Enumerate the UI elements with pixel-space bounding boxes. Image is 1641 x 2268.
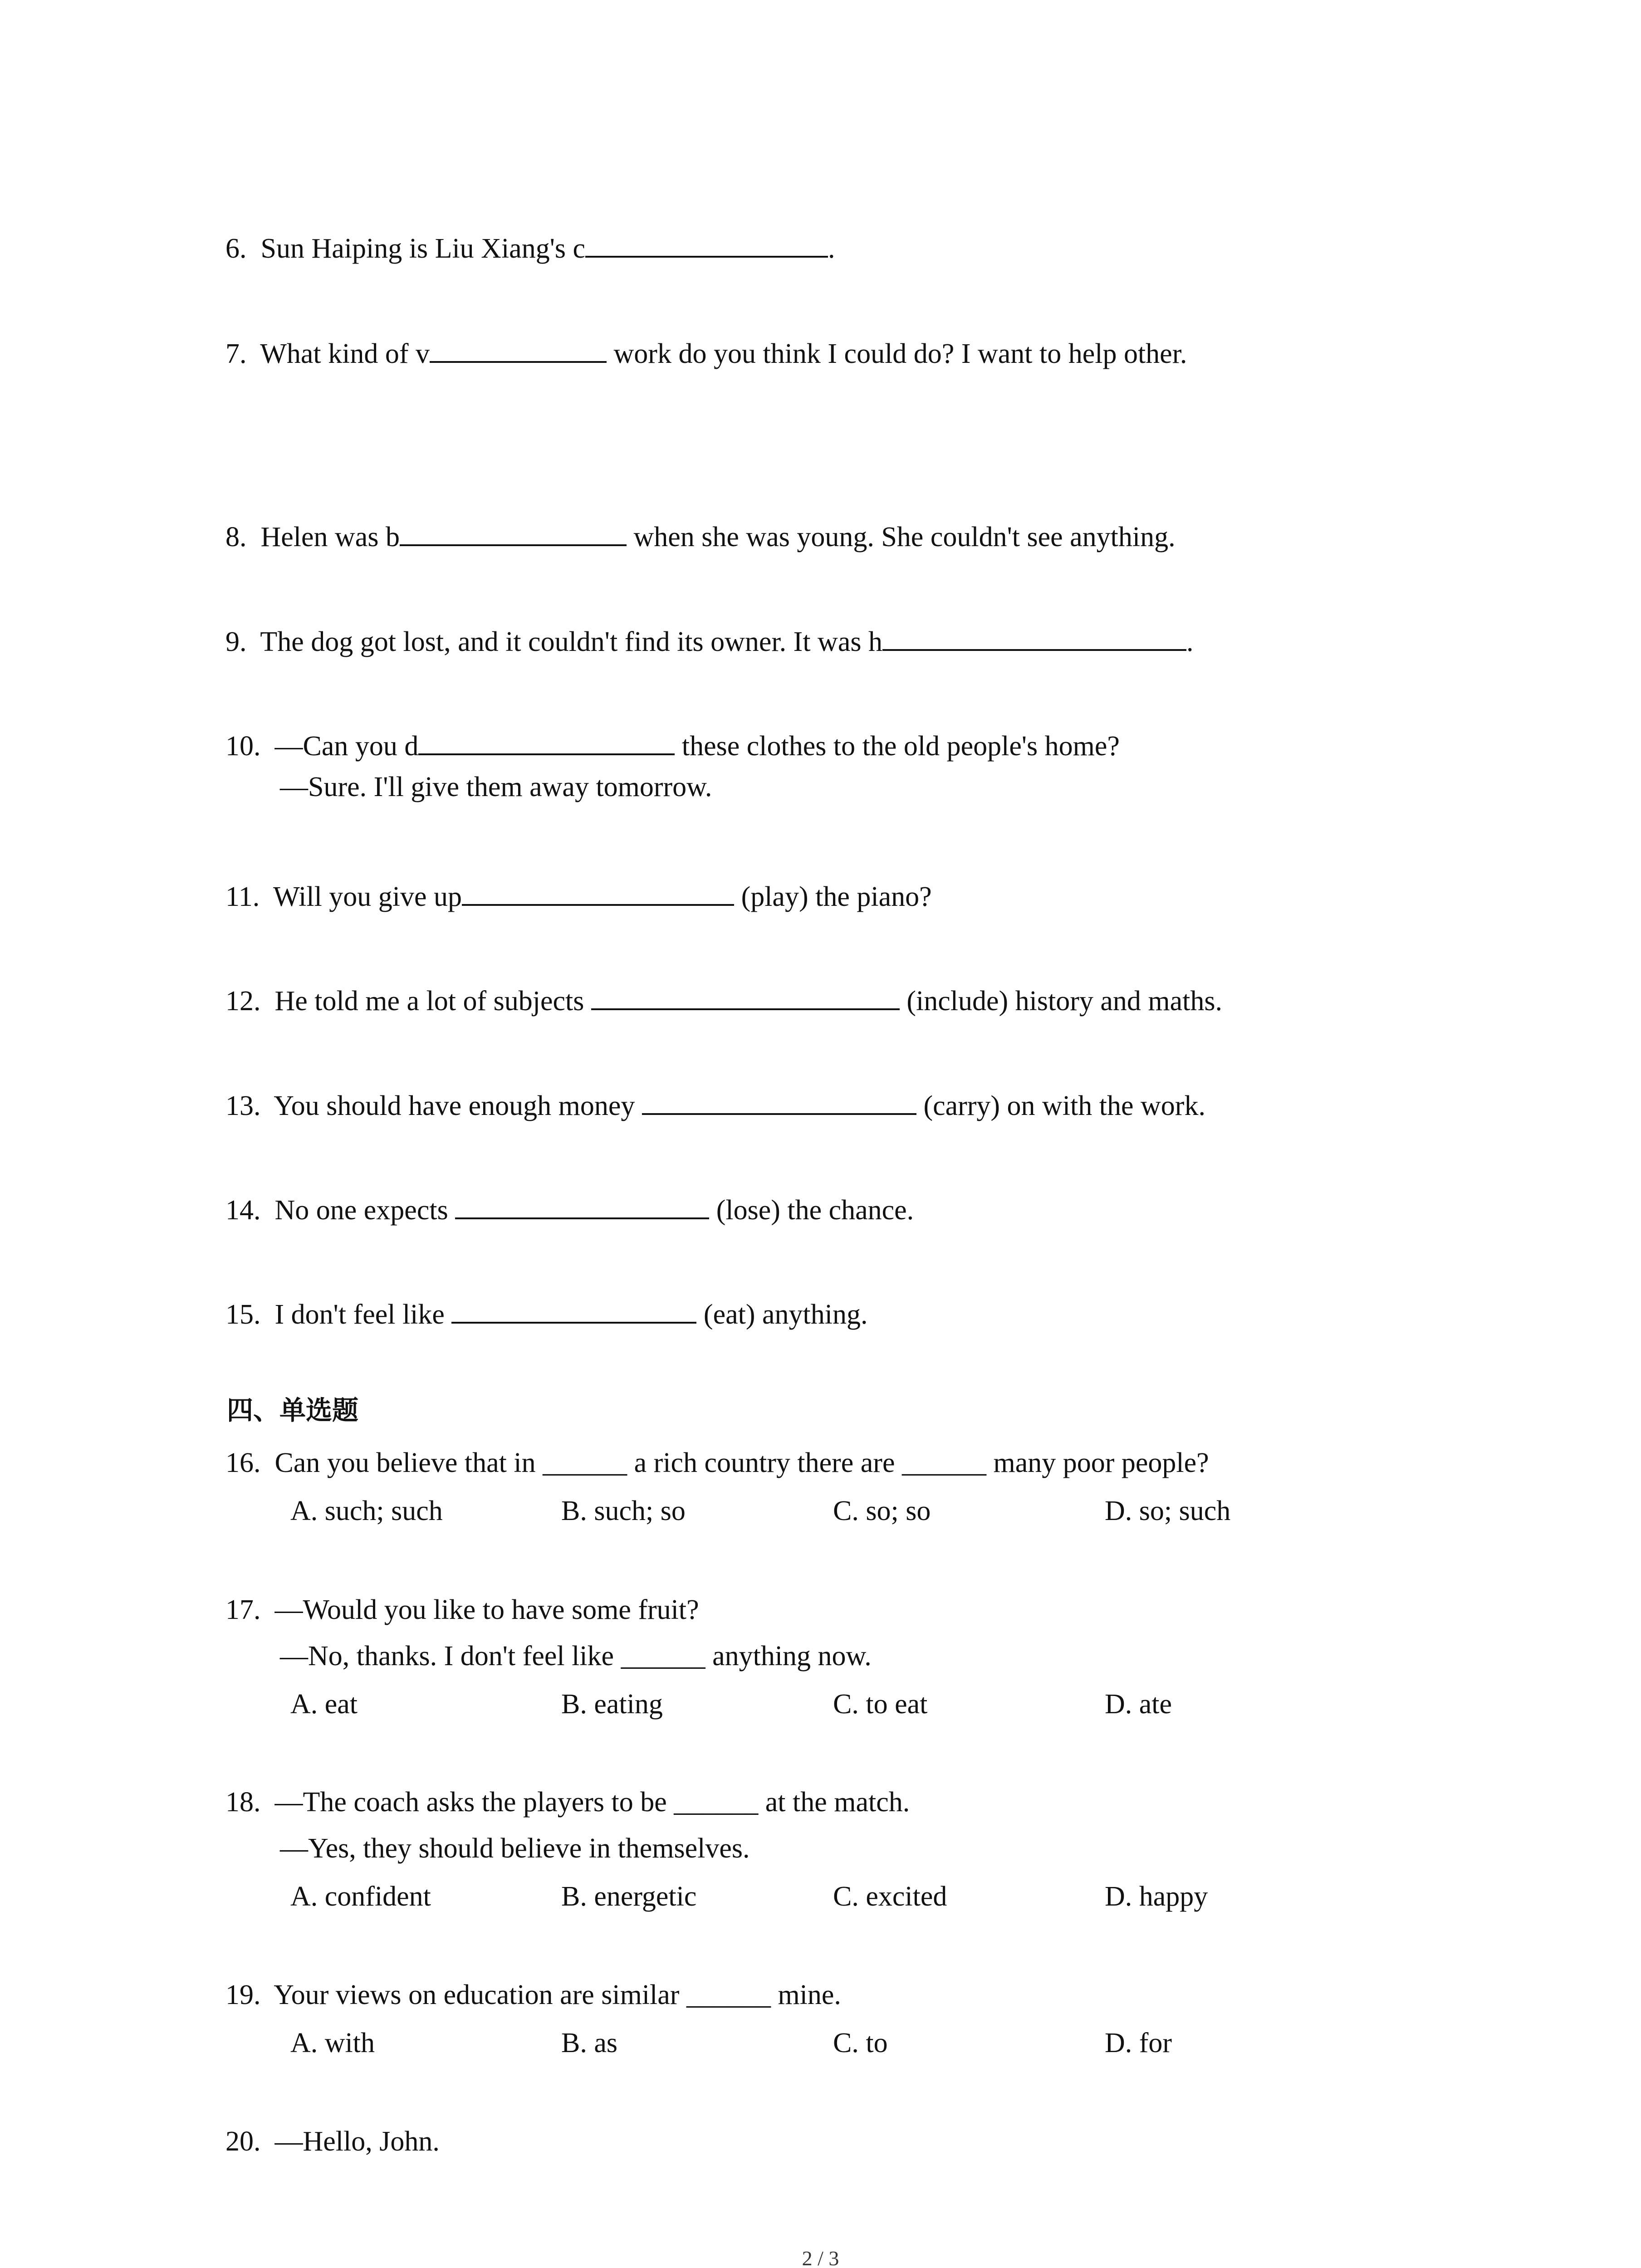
page-number: 2 / 3 <box>802 2247 839 2268</box>
question-17-line2: —No, thanks. I don't feel like ______ anything now. <box>280 1641 872 1672</box>
answer-blank[interactable] <box>882 622 1186 651</box>
option-a[interactable]: A. such; such <box>290 1496 443 1526</box>
question-number: 14. <box>225 1194 261 1226</box>
answer-blank[interactable] <box>642 1086 916 1115</box>
question-text: I don't feel like <box>274 1299 452 1330</box>
question-text: Can you believe that in ______ a rich country there are ______ many poor people? <box>274 1447 1209 1478</box>
question-text: No one expects <box>274 1194 456 1226</box>
question-number: 11. <box>225 881 260 912</box>
question-10 <box>225 727 1120 760</box>
option-d[interactable]: D. for <box>1105 2028 1172 2058</box>
question-text: He told me a lot of subjects <box>274 985 591 1017</box>
answer-blank[interactable] <box>585 229 828 258</box>
question-text: Your views on education are similar ______ mine. <box>274 1980 841 2010</box>
option-a[interactable]: A. confident <box>290 1881 431 1912</box>
question-number: 12. <box>225 985 261 1017</box>
question-number: 13. <box>225 1090 261 1121</box>
question-15 <box>225 1295 867 1329</box>
question-text: Sun Haiping is Liu Xiang's c <box>260 233 586 264</box>
question-8 <box>225 518 1176 551</box>
question-text: —Can you d <box>274 730 419 762</box>
question-number: 6. <box>225 233 247 264</box>
answer-blank[interactable] <box>418 727 675 755</box>
answer-blank[interactable] <box>455 1191 709 1219</box>
question-text-end: . <box>828 233 835 264</box>
option-c[interactable]: C. excited <box>833 1881 947 1912</box>
question-text-end: (eat) anything. <box>696 1299 868 1330</box>
answer-blank[interactable] <box>591 982 900 1010</box>
option-a[interactable]: A. with <box>290 2028 375 2058</box>
option-b[interactable]: B. eating <box>561 1689 663 1720</box>
question-14 <box>225 1191 914 1224</box>
question-text: You should have enough money <box>274 1090 642 1121</box>
question-7 <box>225 334 1187 368</box>
question-number: 7. <box>225 338 247 369</box>
question-number: 18. <box>225 1787 261 1818</box>
question-text: The dog got lost, and it couldn't find its owner. It was h <box>260 626 882 657</box>
section-heading: 四、单选题 <box>227 1395 359 1426</box>
question-text-end: when she was young. She couldn't see anything. <box>626 521 1176 552</box>
question-text-end: (carry) on with the work. <box>916 1090 1205 1121</box>
question-number: 20. <box>225 2126 261 2157</box>
question-text-end: (include) history and maths. <box>899 985 1222 1017</box>
question-20 <box>225 2127 440 2156</box>
question-number: 10. <box>225 730 261 762</box>
question-13 <box>225 1086 1205 1120</box>
answer-blank[interactable] <box>430 334 607 363</box>
option-b[interactable]: B. such; so <box>561 1496 686 1526</box>
question-text: Helen was b <box>260 521 400 552</box>
question-text-end: these clothes to the old people's home? <box>675 730 1120 762</box>
answer-blank[interactable] <box>400 518 627 546</box>
question-text-end: . <box>1186 626 1194 657</box>
question-text: —The coach asks the players to be ______ at the match. <box>274 1787 910 1818</box>
question-9 <box>225 622 1193 656</box>
question-18-line2: —Yes, they should believe in themselves. <box>280 1833 750 1864</box>
question-text: —Would you like to have some fruit? <box>274 1594 699 1625</box>
question-6 <box>225 229 835 263</box>
question-number: 19. <box>225 1980 261 2010</box>
option-c[interactable]: C. to <box>833 2028 888 2058</box>
question-19 <box>225 1981 841 2009</box>
question-16 <box>225 1449 1209 1477</box>
question-number: 15. <box>225 1299 261 1330</box>
option-d[interactable]: D. so; such <box>1105 1496 1231 1526</box>
question-number: 17. <box>225 1594 261 1625</box>
question-11 <box>225 877 932 911</box>
question-18 <box>225 1788 910 1816</box>
question-text-end: (lose) the chance. <box>709 1194 914 1226</box>
answer-blank[interactable] <box>462 877 734 906</box>
question-number: 9. <box>225 626 247 657</box>
option-d[interactable]: D. happy <box>1105 1881 1208 1912</box>
answer-blank[interactable] <box>451 1295 696 1324</box>
question-number: 8. <box>225 521 247 552</box>
question-text-end: (play) the piano? <box>734 881 932 912</box>
option-c[interactable]: C. to eat <box>833 1689 928 1720</box>
option-b[interactable]: B. as <box>561 2028 617 2058</box>
option-c[interactable]: C. so; so <box>833 1496 931 1526</box>
question-12 <box>225 982 1222 1015</box>
question-number: 16. <box>225 1447 261 1478</box>
question-text: What kind of v <box>260 338 430 369</box>
question-17 <box>225 1596 699 1624</box>
question-10-line2: —Sure. I'll give them away tomorrow. <box>280 772 712 802</box>
option-d[interactable]: D. ate <box>1105 1689 1172 1720</box>
option-b[interactable]: B. energetic <box>561 1881 697 1912</box>
question-text-end: work do you think I could do? I want to help other. <box>607 338 1187 369</box>
option-a[interactable]: A. eat <box>290 1689 358 1720</box>
question-text: Will you give up <box>273 881 462 912</box>
question-text: —Hello, John. <box>274 2126 440 2157</box>
